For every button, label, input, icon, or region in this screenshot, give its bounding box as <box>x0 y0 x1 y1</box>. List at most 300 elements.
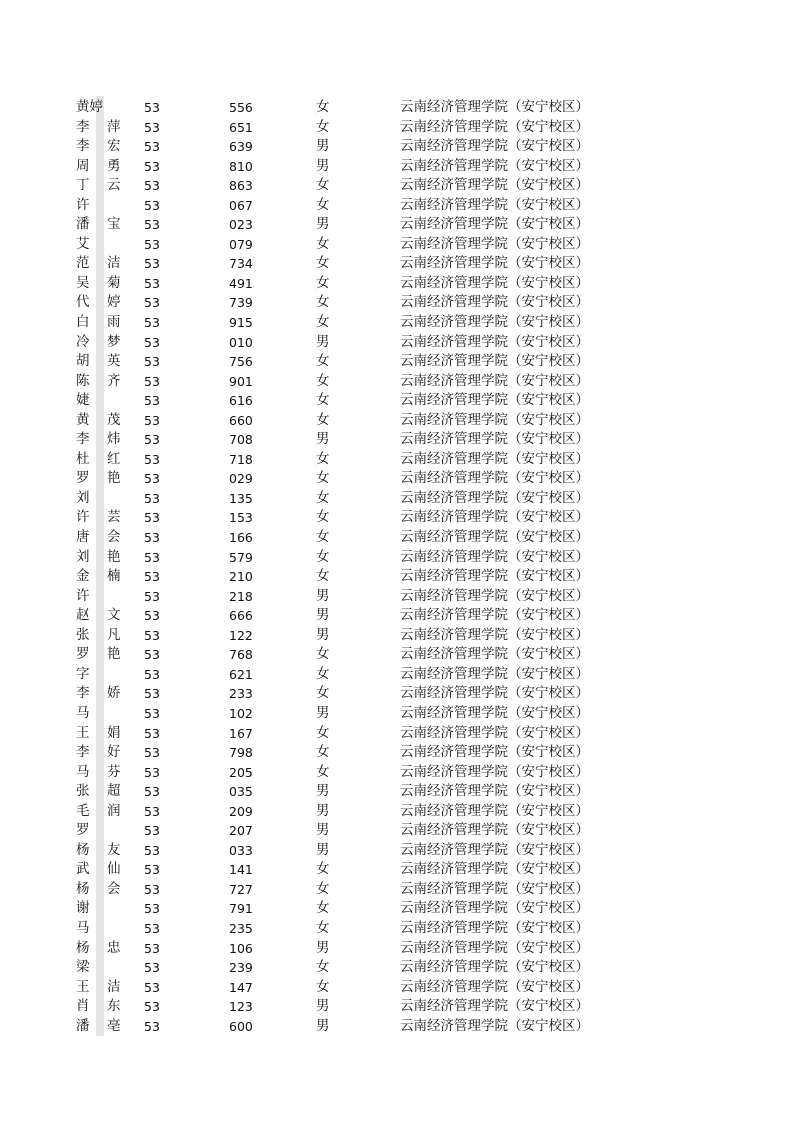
school-name: 云南经济管理学院（安宁校区） <box>400 411 589 428</box>
school-name: 云南经济管理学院（安宁校区） <box>400 294 589 311</box>
id-suffix: 067 <box>229 197 253 213</box>
table-row <box>0 235 800 255</box>
school-name: 云南经济管理学院（安宁校区） <box>400 353 589 370</box>
id-prefix: 53 <box>144 979 160 995</box>
id-suffix: 915 <box>229 315 253 331</box>
table-row <box>0 626 800 646</box>
student-surname: 罗 <box>76 822 90 839</box>
student-surname: 李 <box>76 744 90 761</box>
table-row <box>0 1017 800 1037</box>
student-surname: 杜 <box>76 450 90 467</box>
school-name: 云南经济管理学院（安宁校区） <box>400 763 589 780</box>
id-suffix: 123 <box>229 999 253 1015</box>
id-prefix: 53 <box>144 451 160 467</box>
id-suffix: 718 <box>229 451 253 467</box>
table-row <box>0 821 800 841</box>
student-given-name: 仙 <box>107 861 121 878</box>
student-surname: 冷 <box>76 333 90 350</box>
student-surname: 黄 <box>76 411 90 428</box>
student-surname: 白 <box>76 314 90 331</box>
school-name: 云南经济管理学院（安宁校区） <box>400 724 589 741</box>
id-prefix: 53 <box>144 999 160 1015</box>
id-prefix: 53 <box>144 412 160 428</box>
id-suffix: 768 <box>229 647 253 663</box>
student-given-name: 炜 <box>107 431 121 448</box>
student-given-name: 娇 <box>107 685 121 702</box>
table-row <box>0 430 800 450</box>
id-prefix: 53 <box>144 608 160 624</box>
gender: 男 <box>316 704 330 721</box>
table-row <box>0 841 800 861</box>
table-row <box>0 215 800 235</box>
id-suffix: 235 <box>229 920 253 936</box>
gender: 女 <box>316 196 330 213</box>
id-prefix: 53 <box>144 705 160 721</box>
id-suffix: 141 <box>229 862 253 878</box>
gender: 女 <box>316 294 330 311</box>
table-row <box>0 450 800 470</box>
id-prefix: 53 <box>144 823 160 839</box>
id-prefix: 53 <box>144 256 160 272</box>
student-surname: 张 <box>76 626 90 643</box>
school-name: 云南经济管理学院（安宁校区） <box>400 802 589 819</box>
table-row <box>0 802 800 822</box>
student-surname: 谢 <box>76 900 90 917</box>
table-row <box>0 743 800 763</box>
table-row <box>0 293 800 313</box>
student-surname: 金 <box>76 568 90 585</box>
school-name: 云南经济管理学院（安宁校区） <box>400 587 589 604</box>
gender: 男 <box>316 1017 330 1034</box>
id-suffix: 491 <box>229 275 253 291</box>
school-name: 云南经济管理学院（安宁校区） <box>400 646 589 663</box>
gender: 女 <box>316 235 330 252</box>
table-row <box>0 352 800 372</box>
table-row <box>0 978 800 998</box>
student-given-name: 勇 <box>107 157 121 174</box>
student-given-name: 艳 <box>107 470 121 487</box>
school-name: 云南经济管理学院（安宁校区） <box>400 509 589 526</box>
school-name: 云南经济管理学院（安宁校区） <box>400 900 589 917</box>
gender: 女 <box>316 489 330 506</box>
id-prefix: 53 <box>144 569 160 585</box>
gender: 女 <box>316 978 330 995</box>
table-row <box>0 704 800 724</box>
school-name: 云南经济管理学院（安宁校区） <box>400 665 589 682</box>
student-surname: 李 <box>76 431 90 448</box>
student-surname: 肖 <box>76 998 90 1015</box>
id-prefix: 53 <box>144 334 160 350</box>
student-given-name: 洁 <box>107 978 121 995</box>
school-name: 云南经济管理学院（安宁校区） <box>400 196 589 213</box>
id-prefix: 53 <box>144 393 160 409</box>
gender: 男 <box>316 939 330 956</box>
student-surname: 马 <box>76 704 90 721</box>
gender: 女 <box>316 353 330 370</box>
gender: 女 <box>316 724 330 741</box>
table-row <box>0 567 800 587</box>
table-row <box>0 313 800 333</box>
table-row <box>0 587 800 607</box>
table-row <box>0 939 800 959</box>
school-name: 云南经济管理学院（安宁校区） <box>400 157 589 174</box>
school-name: 云南经济管理学院（安宁校区） <box>400 255 589 272</box>
id-suffix: 621 <box>229 666 253 682</box>
gender: 男 <box>316 822 330 839</box>
school-name: 云南经济管理学院（安宁校区） <box>400 216 589 233</box>
student-surname: 杨 <box>76 939 90 956</box>
gender: 女 <box>316 99 330 115</box>
table-row <box>0 958 800 978</box>
student-surname: 李 <box>76 685 90 702</box>
student-surname: 范 <box>76 255 90 272</box>
school-name: 云南经济管理学院（安宁校区） <box>400 939 589 956</box>
school-name: 云南经济管理学院（安宁校区） <box>400 959 589 976</box>
school-name: 云南经济管理学院（安宁校区） <box>400 138 589 155</box>
student-surname: 赵 <box>76 607 90 624</box>
table-row <box>0 548 800 568</box>
id-suffix: 029 <box>229 471 253 487</box>
table-row <box>0 645 800 665</box>
id-suffix: 810 <box>229 158 253 174</box>
gender: 女 <box>316 509 330 526</box>
student-given-name: 梦 <box>107 333 121 350</box>
id-suffix: 209 <box>229 803 253 819</box>
table-row <box>0 684 800 704</box>
school-name: 云南经济管理学院（安宁校区） <box>400 685 589 702</box>
gender: 女 <box>316 450 330 467</box>
id-suffix: 033 <box>229 842 253 858</box>
id-prefix: 53 <box>144 275 160 291</box>
student-given-name: 齐 <box>107 372 121 389</box>
id-suffix: 135 <box>229 490 253 506</box>
school-name: 云南经济管理学院（安宁校区） <box>400 998 589 1015</box>
student-surname: 李 <box>76 118 90 135</box>
school-name: 云南经济管理学院（安宁校区） <box>400 919 589 936</box>
id-suffix: 756 <box>229 354 253 370</box>
gender: 女 <box>316 470 330 487</box>
school-name: 云南经济管理学院（安宁校区） <box>400 372 589 389</box>
student-surname: 许 <box>76 509 90 526</box>
id-suffix: 739 <box>229 295 253 311</box>
school-name: 云南经济管理学院（安宁校区） <box>400 744 589 761</box>
school-name: 云南经济管理学院（安宁校区） <box>400 822 589 839</box>
id-prefix: 53 <box>144 745 160 761</box>
student-surname: 罗 <box>76 646 90 663</box>
student-given-name: 润 <box>107 802 121 819</box>
gender: 男 <box>316 841 330 858</box>
id-prefix: 53 <box>144 100 160 115</box>
id-prefix: 53 <box>144 647 160 663</box>
school-name: 云南经济管理学院（安宁校区） <box>400 529 589 546</box>
table-row <box>0 137 800 157</box>
table-row <box>0 528 800 548</box>
id-prefix: 53 <box>144 432 160 448</box>
table-row <box>0 157 800 177</box>
id-suffix: 079 <box>229 236 253 252</box>
student-surname: 唐 <box>76 529 90 546</box>
school-name: 云南经济管理学院（安宁校区） <box>400 450 589 467</box>
gender: 女 <box>316 861 330 878</box>
gender: 男 <box>316 587 330 604</box>
gender: 男 <box>316 431 330 448</box>
student-surname: 李 <box>76 138 90 155</box>
gender: 女 <box>316 646 330 663</box>
student-given-name: 好 <box>107 744 121 761</box>
gender: 女 <box>316 529 330 546</box>
student-surname: 字 <box>76 665 90 682</box>
id-prefix: 53 <box>144 803 160 819</box>
gender: 女 <box>316 314 330 331</box>
id-suffix: 901 <box>229 373 253 389</box>
student-surname: 王 <box>76 978 90 995</box>
id-prefix: 53 <box>144 940 160 956</box>
id-suffix: 233 <box>229 686 253 702</box>
student-given-name: 茂 <box>107 411 121 428</box>
table-row <box>0 489 800 509</box>
table-row <box>0 860 800 880</box>
id-suffix: 167 <box>229 725 253 741</box>
gender: 男 <box>316 998 330 1015</box>
school-name: 云南经济管理学院（安宁校区） <box>400 470 589 487</box>
student-given-name: 英 <box>107 353 121 370</box>
school-name: 云南经济管理学院（安宁校区） <box>400 841 589 858</box>
school-name: 云南经济管理学院（安宁校区） <box>400 489 589 506</box>
id-prefix: 53 <box>144 1018 160 1034</box>
id-suffix: 579 <box>229 549 253 565</box>
id-prefix: 53 <box>144 666 160 682</box>
id-prefix: 53 <box>144 725 160 741</box>
student-surname: 王 <box>76 724 90 741</box>
gender: 女 <box>316 900 330 917</box>
student-given-name: 艳 <box>107 646 121 663</box>
table-row <box>0 880 800 900</box>
student-surname: 刘 <box>76 489 90 506</box>
id-prefix: 53 <box>144 920 160 936</box>
school-name: 云南经济管理学院（安宁校区） <box>400 626 589 643</box>
student-given-name: 宏 <box>107 138 121 155</box>
student-surname: 胡 <box>76 353 90 370</box>
student-given-name: 文 <box>107 607 121 624</box>
gender: 女 <box>316 744 330 761</box>
gender: 女 <box>316 177 330 194</box>
gender: 女 <box>316 392 330 409</box>
student-given-name: 宝 <box>107 216 121 233</box>
student-given-name: 东 <box>107 998 121 1015</box>
student-surname: 梁 <box>76 959 90 976</box>
id-suffix: 106 <box>229 940 253 956</box>
id-prefix: 53 <box>144 881 160 897</box>
id-prefix: 53 <box>144 119 160 135</box>
student-surname: 陈 <box>76 372 90 389</box>
student-surname: 刘 <box>76 548 90 565</box>
student-given-name: 艳 <box>107 548 121 565</box>
student-given-name: 萍 <box>107 118 121 135</box>
id-prefix: 53 <box>144 588 160 604</box>
id-suffix: 147 <box>229 979 253 995</box>
id-suffix: 010 <box>229 334 253 350</box>
student-given-name: 友 <box>107 841 121 858</box>
id-suffix: 556 <box>229 100 253 115</box>
id-suffix: 600 <box>229 1018 253 1034</box>
table-row <box>0 98 800 118</box>
school-name: 云南经济管理学院（安宁校区） <box>400 568 589 585</box>
student-given-name: 超 <box>107 783 121 800</box>
student-given-name: 忠 <box>107 939 121 956</box>
school-name: 云南经济管理学院（安宁校区） <box>400 333 589 350</box>
student-given-name: 会 <box>107 880 121 897</box>
id-prefix: 53 <box>144 549 160 565</box>
id-suffix: 639 <box>229 139 253 155</box>
school-name: 云南经济管理学院（安宁校区） <box>400 274 589 291</box>
id-prefix: 53 <box>144 862 160 878</box>
table-row <box>0 391 800 411</box>
table-row <box>0 508 800 528</box>
student-surname: 毛 <box>76 802 90 819</box>
student-surname: 杨 <box>76 880 90 897</box>
gender: 女 <box>316 372 330 389</box>
id-suffix: 791 <box>229 901 253 917</box>
table-row <box>0 118 800 138</box>
gender: 女 <box>316 118 330 135</box>
student-given-name: 会 <box>107 529 121 546</box>
id-suffix: 708 <box>229 432 253 448</box>
table-row <box>0 724 800 744</box>
id-prefix: 53 <box>144 295 160 311</box>
id-prefix: 53 <box>144 784 160 800</box>
table-row <box>0 176 800 196</box>
student-given-name: 云 <box>107 177 121 194</box>
id-suffix: 863 <box>229 178 253 194</box>
id-suffix: 207 <box>229 823 253 839</box>
school-name: 云南经济管理学院（安宁校区） <box>400 118 589 135</box>
id-suffix: 122 <box>229 627 253 643</box>
id-prefix: 53 <box>144 471 160 487</box>
id-prefix: 53 <box>144 217 160 233</box>
id-suffix: 153 <box>229 510 253 526</box>
id-prefix: 53 <box>144 901 160 917</box>
school-name: 云南经济管理学院（安宁校区） <box>400 607 589 624</box>
school-name: 云南经济管理学院（安宁校区） <box>400 235 589 252</box>
id-prefix: 53 <box>144 686 160 702</box>
school-name: 云南经济管理学院（安宁校区） <box>400 978 589 995</box>
student-given-name: 芸 <box>107 509 121 526</box>
id-prefix: 53 <box>144 158 160 174</box>
table-row <box>0 372 800 392</box>
student-surname: 代 <box>76 294 90 311</box>
student-given-name: 菊 <box>107 274 121 291</box>
id-prefix: 53 <box>144 627 160 643</box>
student-name: 黄婷 <box>76 99 103 115</box>
student-surname: 杨 <box>76 841 90 858</box>
gender: 女 <box>316 255 330 272</box>
school-name: 云南经济管理学院（安宁校区） <box>400 861 589 878</box>
student-given-name: 凡 <box>107 626 121 643</box>
id-suffix: 616 <box>229 393 253 409</box>
gender: 男 <box>316 626 330 643</box>
table-row <box>0 196 800 216</box>
student-given-name: 婷 <box>107 294 121 311</box>
gender: 男 <box>316 157 330 174</box>
school-name: 云南经济管理学院（安宁校区） <box>400 431 589 448</box>
student-surname: 吴 <box>76 274 90 291</box>
id-suffix: 651 <box>229 119 253 135</box>
school-name: 云南经济管理学院（安宁校区） <box>400 548 589 565</box>
table-row <box>0 469 800 489</box>
student-given-name: 芬 <box>107 763 121 780</box>
gender: 男 <box>316 802 330 819</box>
school-name: 云南经济管理学院（安宁校区） <box>400 704 589 721</box>
id-prefix: 53 <box>144 842 160 858</box>
id-prefix: 53 <box>144 490 160 506</box>
id-suffix: 210 <box>229 569 253 585</box>
id-suffix: 798 <box>229 745 253 761</box>
table-row <box>0 411 800 431</box>
id-suffix: 035 <box>229 784 253 800</box>
student-surname: 潘 <box>76 216 90 233</box>
id-suffix: 205 <box>229 764 253 780</box>
id-suffix: 666 <box>229 608 253 624</box>
id-suffix: 239 <box>229 960 253 976</box>
student-surname: 罗 <box>76 470 90 487</box>
student-given-name: 洁 <box>107 255 121 272</box>
student-surname: 武 <box>76 861 90 878</box>
table-row <box>0 333 800 353</box>
table-row <box>0 274 800 294</box>
id-suffix: 734 <box>229 256 253 272</box>
id-suffix: 660 <box>229 412 253 428</box>
gender: 女 <box>316 763 330 780</box>
gender: 女 <box>316 880 330 897</box>
student-surname: 婕 <box>76 392 90 409</box>
id-prefix: 53 <box>144 315 160 331</box>
student-surname: 周 <box>76 157 90 174</box>
gender: 女 <box>316 568 330 585</box>
student-surname: 许 <box>76 587 90 604</box>
id-prefix: 53 <box>144 530 160 546</box>
id-suffix: 023 <box>229 217 253 233</box>
student-surname: 艾 <box>76 235 90 252</box>
gender: 男 <box>316 138 330 155</box>
school-name: 云南经济管理学院（安宁校区） <box>400 783 589 800</box>
student-given-name: 楠 <box>107 568 121 585</box>
school-name: 云南经济管理学院（安宁校区） <box>400 99 589 115</box>
school-name: 云南经济管理学院（安宁校区） <box>400 880 589 897</box>
roster-table <box>0 98 800 1036</box>
school-name: 云南经济管理学院（安宁校区） <box>400 177 589 194</box>
table-row <box>0 763 800 783</box>
id-suffix: 102 <box>229 705 253 721</box>
table-row <box>0 919 800 939</box>
school-name: 云南经济管理学院（安宁校区） <box>400 314 589 331</box>
gender: 男 <box>316 607 330 624</box>
student-surname: 张 <box>76 783 90 800</box>
id-prefix: 53 <box>144 139 160 155</box>
student-surname: 马 <box>76 919 90 936</box>
table-row <box>0 254 800 274</box>
student-given-name: 亳 <box>107 1017 121 1034</box>
id-prefix: 53 <box>144 178 160 194</box>
id-prefix: 53 <box>144 764 160 780</box>
gender: 男 <box>316 333 330 350</box>
gender: 女 <box>316 411 330 428</box>
id-suffix: 218 <box>229 588 253 604</box>
student-surname: 丁 <box>76 177 90 194</box>
gender: 女 <box>316 919 330 936</box>
gender: 女 <box>316 959 330 976</box>
gender: 男 <box>316 783 330 800</box>
school-name: 云南经济管理学院（安宁校区） <box>400 1017 589 1034</box>
